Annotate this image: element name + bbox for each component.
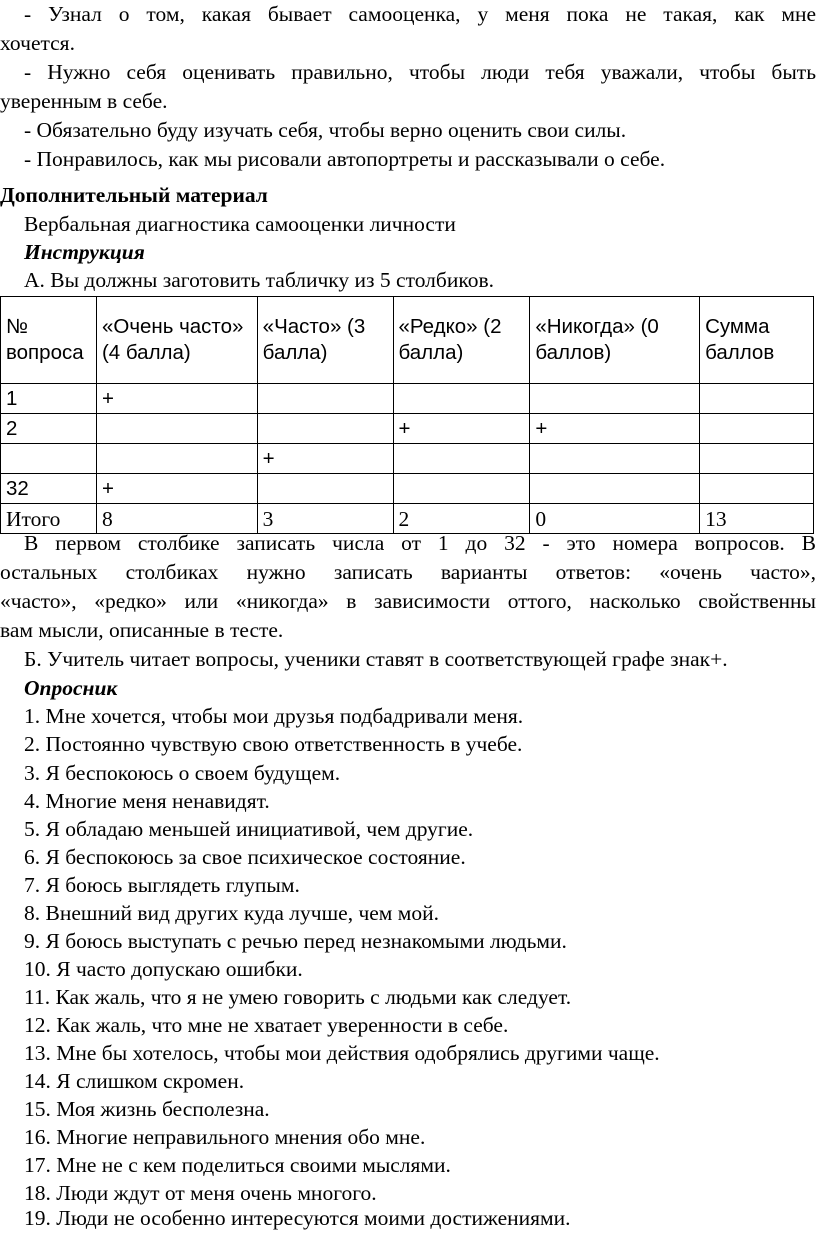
table-cell: [700, 444, 814, 474]
table-cell: [700, 414, 814, 444]
score-table: [0, 296, 814, 534]
question-item: 6. Я беспокоюсь за свое психическое состояние.: [24, 845, 466, 869]
table-cell: [96, 414, 257, 444]
table-cell: [257, 384, 393, 414]
total-cell: 8: [96, 504, 257, 534]
header-cell: Сумма баллов: [700, 297, 814, 384]
table-cell: [393, 474, 530, 504]
table-cell: +: [257, 444, 393, 474]
question-item: 3. Я беспокоюсь о своем будущем.: [24, 761, 341, 785]
question-item: 12. Как жаль, что мне не хватает уверенности в себе.: [24, 1013, 509, 1037]
header-cell: «Никогда» (0 баллов): [530, 297, 700, 384]
table-cell: [1, 444, 97, 474]
intro-line-4: уверенным в себе.: [0, 89, 168, 113]
question-item: 17. Мне не с кем поделиться своими мыслями.: [24, 1153, 451, 1177]
table-row: [1, 384, 814, 414]
question-item: 11. Как жаль, что я не умею говорить с людьми как следует.: [24, 985, 572, 1009]
header-cell: «Очень часто» (4 балла): [96, 297, 257, 384]
table-cell: +: [393, 414, 530, 444]
question-item: 2. Постоянно чувствую свою ответственность в учебе.: [24, 732, 523, 756]
question-item: 13. Мне бы хотелось, чтобы мои действия одобрялись другими чаще.: [24, 1041, 660, 1065]
intro-line-2: хочется.: [0, 31, 75, 55]
table-header-row: [1, 297, 814, 384]
question-item: 4. Многие меня ненавидят.: [24, 789, 270, 813]
step-a: А. Вы должны заготовить табличку из 5 столбиков.: [24, 268, 494, 292]
question-item: 8. Внешний вид других куда лучше, чем мой.: [24, 901, 440, 925]
question-item: 1. Мне хочется, чтобы мои друзья подбадривали меня.: [24, 704, 524, 728]
question-item: 10. Я часто допускаю ошибки.: [24, 957, 303, 981]
total-cell: 0: [530, 504, 700, 534]
step-b: Б. Учитель читает вопросы, ученики ставят в соответствующей графе знак+.: [24, 647, 728, 671]
question-item: 14. Я слишком скромен.: [24, 1069, 245, 1093]
question-item: 19. Люди не особенно интересуются моими достижениями.: [24, 1206, 571, 1230]
question-item: 9. Я боюсь выступать с речью перед незнакомыми людьми.: [24, 929, 567, 953]
total-cell: 3: [257, 504, 393, 534]
table-cell: [530, 474, 700, 504]
table-cell: [700, 384, 814, 414]
table-cell: [257, 474, 393, 504]
total-cell: Итого: [1, 504, 97, 534]
table-row: [1, 444, 814, 474]
header-cell: № вопроса: [1, 297, 97, 384]
instruction-heading: Инструкция: [24, 240, 145, 264]
table-cell: [96, 444, 257, 474]
table-cell: [393, 384, 530, 414]
table-cell: +: [530, 414, 700, 444]
explanation-line-3: «часто», «редко» или «никогда» в зависимости оттого, насколько свойственны: [0, 589, 816, 613]
question-item: 7. Я боюсь выглядеть глупым.: [24, 873, 300, 897]
question-item: 16. Многие неправильного мнения обо мне.: [24, 1125, 426, 1149]
table-cell: 1: [1, 384, 97, 414]
table-row: [1, 474, 814, 504]
header-cell: «Редко» (2 балла): [393, 297, 530, 384]
table-cell: +: [96, 384, 257, 414]
table-cell: [700, 474, 814, 504]
total-cell: 13: [700, 504, 814, 534]
table-cell: 32: [1, 474, 97, 504]
explanation-line-1: В первом столбике записать числа от 1 до 32 - это номера вопросов. В: [24, 531, 816, 555]
section-heading: Дополнительный материал: [0, 183, 268, 207]
question-item: 18. Люди ждут от меня очень многого.: [24, 1181, 377, 1205]
table-cell: [530, 444, 700, 474]
header-cell: «Часто» (3 балла): [257, 297, 393, 384]
questionnaire-heading: Опросник: [24, 676, 118, 700]
subtitle: Вербальная диагностика самооценки личности: [24, 212, 456, 236]
table-cell: 2: [1, 414, 97, 444]
intro-line-3: - Нужно себя оценивать правильно, чтобы люди тебя уважали, чтобы быть: [24, 60, 816, 84]
table-cell: [257, 414, 393, 444]
intro-line-1: - Узнал о том, какая бывает самооценка, у меня пока не такая, как мне: [24, 2, 816, 26]
intro-line-5: - Обязательно буду изучать себя, чтобы верно оценить свои силы.: [24, 118, 627, 142]
intro-line-6: - Понравилось, как мы рисовали автопортреты и рассказывали о себе.: [24, 147, 666, 171]
table-row: [1, 414, 814, 444]
table-cell: +: [96, 474, 257, 504]
explanation-line-4: вам мысли, описанные в тесте.: [0, 618, 284, 642]
total-cell: 2: [393, 504, 530, 534]
question-item: 5. Я обладаю меньшей инициативой, чем другие.: [24, 817, 474, 841]
explanation-line-2: остальных столбиках нужно записать варианты ответов: «очень часто»,: [0, 560, 816, 584]
table-cell: [530, 384, 700, 414]
table-cell: [393, 444, 530, 474]
question-item: 15. Моя жизнь бесполезна.: [24, 1097, 270, 1121]
